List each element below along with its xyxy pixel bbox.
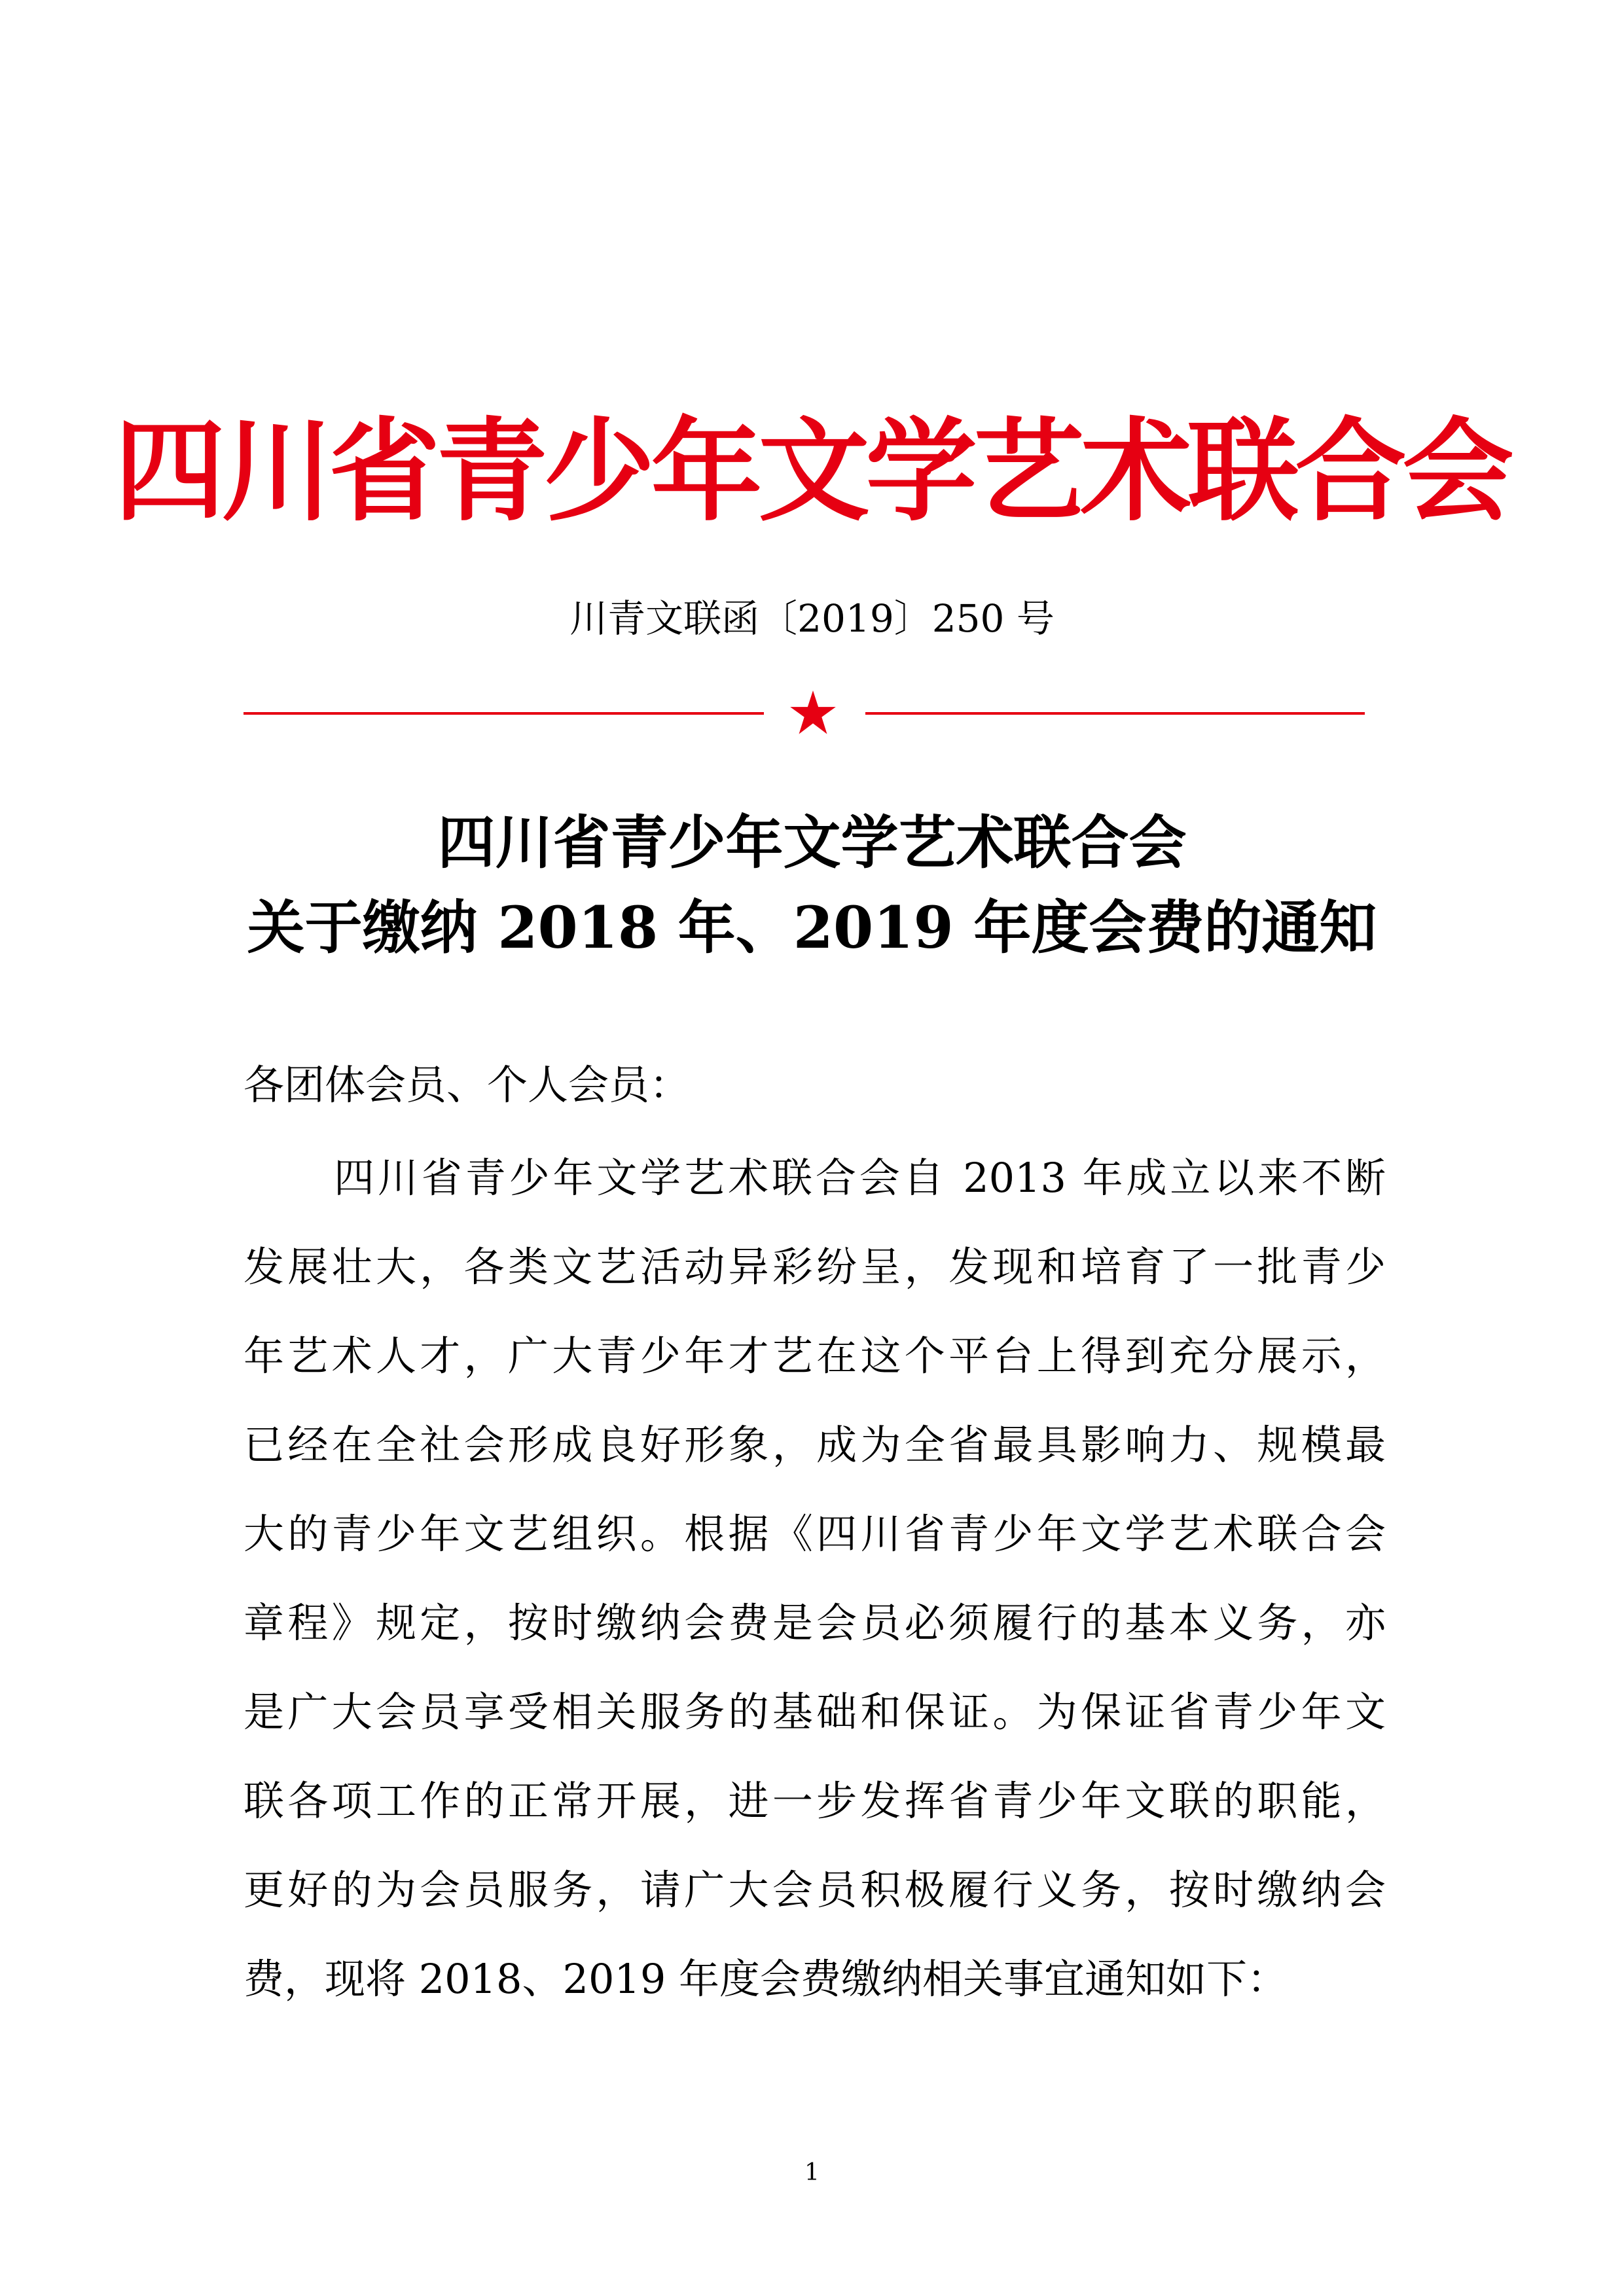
red-divider-right bbox=[865, 712, 1365, 715]
document-number: 川青文联函〔2019〕250 号 bbox=[569, 596, 1055, 641]
document-title-line-2: 关于缴纳 2018 年、2019 年度会费的通知 bbox=[247, 893, 1377, 961]
red-divider-left bbox=[244, 712, 764, 715]
body-line-6: 章程》规定，按时缴纳会费是会员必须履行的基本义务，亦 bbox=[244, 1599, 1386, 1647]
star-icon bbox=[789, 689, 837, 737]
body-line-7: 是广大会员享受相关服务的基础和保证。为保证省青少年文 bbox=[244, 1688, 1386, 1736]
body-line-3: 年艺术人才，广大青少年才艺在这个平台上得到充分展示， bbox=[244, 1332, 1386, 1380]
body-line-9: 更好的为会员服务，请广大会员积极履行义务，按时缴纳会 bbox=[244, 1866, 1386, 1914]
document-title-line-1: 四川省青少年文学艺术联合会 bbox=[437, 808, 1187, 876]
body-line-2: 发展壮大，各类文艺活动异彩纷呈，发现和培育了一批青少 bbox=[244, 1243, 1386, 1291]
body-line-5: 大的青少年文艺组织。根据《四川省青少年文学艺术联合会 bbox=[244, 1510, 1386, 1558]
masthead-org-name: 四川省青少年文学艺术联合会 bbox=[114, 406, 1510, 537]
body-line-4: 已经在全社会形成良好形象，成为全省最具影响力、规模最 bbox=[244, 1421, 1386, 1469]
body-line-8: 联各项工作的正常开展，进一步发挥省青少年文联的职能， bbox=[244, 1777, 1386, 1825]
salutation: 各团体会员、个人会员： bbox=[244, 1061, 691, 1109]
body-line-10: 费，现将 2018、2019 年度会费缴纳相关事宜通知如下： bbox=[244, 1955, 1288, 2003]
page-number: 1 bbox=[804, 2159, 820, 2186]
body-line-1: 四川省青少年文学艺术联合会自 2013 年成立以来不断 bbox=[334, 1154, 1386, 1202]
